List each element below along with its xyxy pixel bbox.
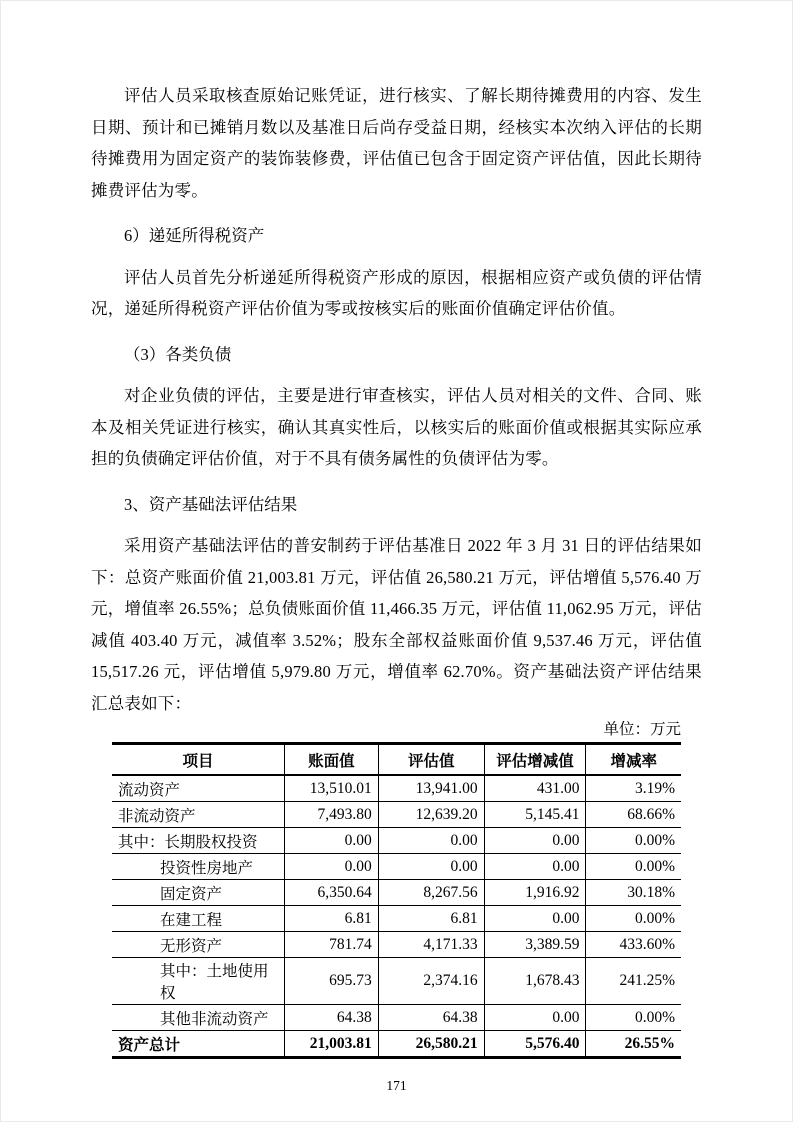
cell-change-value: 3,389.59 (484, 932, 586, 958)
cell-book-value: 0.00 (284, 828, 378, 854)
cell-change-value: 5,576.40 (484, 1031, 586, 1058)
cell-appraised-value: 4,171.33 (378, 932, 484, 958)
cell-change-rate: 0.00% (586, 1005, 681, 1031)
cell-change-value: 1,916.92 (484, 880, 586, 906)
cell-book-value: 6.81 (284, 906, 378, 932)
table-row (112, 1005, 681, 1031)
table-row (112, 958, 681, 1005)
cell-book-value: 21,003.81 (284, 1031, 378, 1058)
cell-appraised-value: 12,639.20 (378, 802, 484, 828)
row-label: 流动资产 (112, 775, 284, 802)
cell-change-value: 0.00 (484, 906, 586, 932)
cell-book-value: 13,510.01 (284, 775, 378, 802)
cell-book-value: 64.38 (284, 1005, 378, 1031)
table-header-row (112, 744, 681, 776)
cell-appraised-value: 0.00 (378, 854, 484, 880)
row-label: 资产总计 (112, 1031, 284, 1058)
cell-appraised-value: 64.38 (378, 1005, 484, 1031)
table-total-row (112, 1031, 681, 1058)
paragraph-asset-based-result: 采用资产基础法评估的普安制药于评估基准日 2022 年 3 月 31 日的评估结果如下：总资产账面价值 21,003.81 万元，评估值 26,580.21 万元，评估增值 5,576.40 万元，增值率 26.55%；总负债账面价值 11,466.35 万元，评估值 11,062.95 万元，评估减值 403.40 万元，减值率 3.52%；股东全部权益账面价值 9,537.46 万元，评估值 15,517.26 元，评估增值 5,979.80 万元，增值率 62.70%。资产基础法资产评估结果汇总表如下： (91, 536, 702, 713)
cell-book-value: 7,493.80 (284, 802, 378, 828)
row-label: 其中：土地使用权 (112, 958, 284, 1005)
table-row (112, 828, 681, 854)
cell-change-rate: 26.55% (586, 1031, 681, 1058)
table-row (112, 906, 681, 932)
col-header-change-value: 评估增减值 (484, 744, 586, 776)
paragraph-deferred-tax-assets: 评估人员首先分析递延所得税资产形成的原因，根据相应资产或负债的评估情况，递延所得税资产评估价值为零或按核实后的账面价值确定评估价值。 (91, 267, 702, 318)
row-label: 投资性房地产 (112, 854, 284, 880)
cell-appraised-value: 8,267.56 (378, 880, 484, 906)
cell-change-value: 5,145.41 (484, 802, 586, 828)
row-label: 无形资产 (112, 932, 284, 958)
col-header-book-value: 账面值 (284, 744, 378, 776)
table-row (112, 802, 681, 828)
valuation-summary-table (112, 742, 681, 1059)
cell-change-rate: 0.00% (586, 828, 681, 854)
cell-change-value: 0.00 (484, 828, 586, 854)
cell-change-rate: 3.19% (586, 775, 681, 802)
table-row (112, 932, 681, 958)
table-row (112, 775, 681, 802)
unit-label: 单位：万元 (603, 721, 681, 738)
table-row (112, 880, 681, 906)
cell-change-value: 0.00 (484, 854, 586, 880)
page-number: 171 (386, 1078, 407, 1093)
table-row (112, 854, 681, 880)
cell-book-value: 0.00 (284, 854, 378, 880)
cell-change-rate: 0.00% (586, 854, 681, 880)
paragraph-ltd-prepaid-expenses: 评估人员采取核查原始记账凭证，进行核实、了解长期待摊费用的内容、发生日期、预计和已摊销月数以及基准日后尚存受益日期，经核实本次纳入评估的长期待摊费用为固定资产的装饰装修费，评估值已包含于固定资产评估值，因此长期待摊费评估为零。 (91, 86, 702, 200)
heading-deferred-tax-assets: 6）递延所得税资产 (124, 226, 265, 245)
cell-change-rate: 68.66% (586, 802, 681, 828)
row-label: 非流动资产 (112, 802, 284, 828)
row-label: 其他非流动资产 (112, 1005, 284, 1031)
cell-book-value: 6,350.64 (284, 880, 378, 906)
row-label: 其中：长期股权投资 (112, 828, 284, 854)
cell-change-value: 431.00 (484, 775, 586, 802)
cell-change-rate: 241.25% (586, 958, 681, 1005)
heading-asset-based-result: 3、资产基础法评估结果 (124, 494, 298, 514)
cell-change-value: 1,678.43 (484, 958, 586, 1005)
cell-appraised-value: 6.81 (378, 906, 484, 932)
cell-change-rate: 433.60% (586, 932, 681, 958)
cell-appraised-value: 2,374.16 (378, 958, 484, 1005)
col-header-change-rate: 增减率 (586, 744, 681, 776)
valuation-table-section (112, 719, 681, 1059)
cell-book-value: 781.74 (284, 932, 378, 958)
cell-appraised-value: 13,941.00 (378, 775, 484, 802)
cell-change-rate: 0.00% (586, 906, 681, 932)
col-header-item: 项目 (112, 744, 284, 776)
heading-liabilities: （3）各类负债 (124, 344, 232, 364)
cell-appraised-value: 26,580.21 (378, 1031, 484, 1058)
row-label: 固定资产 (112, 880, 284, 906)
cell-appraised-value: 0.00 (378, 828, 484, 854)
cell-change-value: 0.00 (484, 1005, 586, 1031)
row-label: 在建工程 (112, 906, 284, 932)
paragraph-liabilities: 对企业负债的评估，主要是进行审查核实，评估人员对相关的文件、合同、账本及相关凭证进行核实，确认其真实性后，以核实后的账面价值或根据其实际应承担的负债确定评估价值，对于不具有债务属性的负债评估为零。 (91, 386, 702, 468)
cell-change-rate: 30.18% (586, 880, 681, 906)
cell-book-value: 695.73 (284, 958, 378, 1005)
col-header-appraised-value: 评估值 (378, 744, 484, 776)
